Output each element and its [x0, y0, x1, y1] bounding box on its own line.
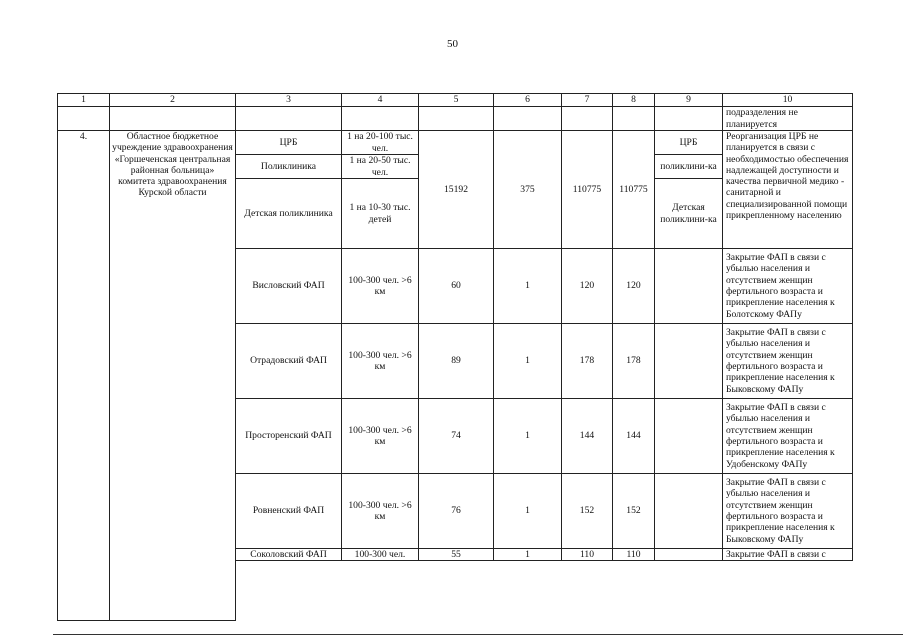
closure-note: Закрытие ФАП в связи с убылью населения и отсутствием женщин фертильного возраста и прикрепление населения к Удобенскому ФАПу	[723, 399, 853, 474]
col-num: 5	[419, 94, 494, 107]
norm-value: 1 на 20-50 тыс. чел.	[342, 155, 419, 179]
row-number: 4.	[58, 131, 110, 621]
fap-name: Соколовский ФАП	[236, 549, 342, 561]
norm-value: 100-300 чел. >6 км	[342, 249, 419, 324]
col-num: 2	[110, 94, 236, 107]
unit-name: ЦРБ	[236, 131, 342, 155]
value-8: 152	[613, 474, 655, 549]
value-7: 110	[562, 549, 613, 561]
closure-note: Закрытие ФАП в связи с убылью населения и отсутствием женщин фертильного возраста и прикрепление населения к Быковскому ФАПу	[723, 474, 853, 549]
value-7: 152	[562, 474, 613, 549]
unit-type: ЦРБ	[655, 131, 723, 155]
value-7: 120	[562, 249, 613, 324]
population-value: 74	[419, 399, 494, 474]
facility-table	[57, 93, 853, 621]
count-value: 1	[494, 399, 562, 474]
closure-note: Закрытие ФАП в связи с	[723, 549, 853, 561]
value-8: 120	[613, 249, 655, 324]
column-number-row	[58, 94, 853, 107]
closure-note: Закрытие ФАП в связи с убылью населения и отсутствием женщин фертильного возраста и прикрепление населения к Быковскому ФАПу	[723, 324, 853, 399]
value-7: 144	[562, 399, 613, 474]
continuation-row	[58, 107, 853, 131]
population-value: 15192	[419, 131, 494, 249]
unit-name: Детская поликлиника	[236, 179, 342, 249]
closure-note: Закрытие ФАП в связи с убылью населения и отсутствием женщин фертильного возраста и прикрепление населения к Болотскому ФАПу	[723, 249, 853, 324]
fap-name: Просторенский ФАП	[236, 399, 342, 474]
continuation-note: подразделения не планируется	[723, 107, 853, 131]
value-8: 178	[613, 324, 655, 399]
population-value: 60	[419, 249, 494, 324]
norm-value: 100-300 чел. >6 км	[342, 399, 419, 474]
count-value: 1	[494, 324, 562, 399]
col-num: 8	[613, 94, 655, 107]
col-num: 1	[58, 94, 110, 107]
col-num: 10	[723, 94, 853, 107]
fap-name: Отрадовский ФАП	[236, 324, 342, 399]
norm-value: 100-300 чел. >6 км	[342, 474, 419, 549]
unit-type: поликлини-ка	[655, 155, 723, 179]
col-num: 6	[494, 94, 562, 107]
norm-value: 100-300 чел.	[342, 549, 419, 561]
page-bottom-rule	[53, 634, 903, 635]
unit-name: Поликлиника	[236, 155, 342, 179]
col-num: 9	[655, 94, 723, 107]
norm-value: 100-300 чел. >6 км	[342, 324, 419, 399]
value-8: 110775	[613, 131, 655, 249]
page-number: 50	[447, 38, 458, 50]
fap-name: Ровненский ФАП	[236, 474, 342, 549]
institution-name: Областное бюджетное учреждение здравоохранения «Горшеченская центральная районная больница» комитета здравоохранения Курской области	[110, 131, 236, 621]
count-value: 1	[494, 249, 562, 324]
count-value: 1	[494, 549, 562, 561]
unit-type: Детская поликлини-ка	[655, 179, 723, 249]
reorg-note: Реорганизация ЦРБ не планируется в связи с необходимостью обеспечения надлежащей доступности и качества первичной медико - санитарной и специализированной помощи прикрепленному населению	[723, 131, 853, 249]
table-row	[58, 131, 853, 155]
col-num: 4	[342, 94, 419, 107]
col-num: 7	[562, 94, 613, 107]
count-value: 375	[494, 131, 562, 249]
count-value: 1	[494, 474, 562, 549]
population-value: 89	[419, 324, 494, 399]
col-num: 3	[236, 94, 342, 107]
norm-value: 1 на 20-100 тыс. чел.	[342, 131, 419, 155]
fap-name: Висловский ФАП	[236, 249, 342, 324]
population-value: 76	[419, 474, 494, 549]
population-value: 55	[419, 549, 494, 561]
value-7: 110775	[562, 131, 613, 249]
value-8: 110	[613, 549, 655, 561]
norm-value: 1 на 10-30 тыс. детей	[342, 179, 419, 249]
value-7: 178	[562, 324, 613, 399]
value-8: 144	[613, 399, 655, 474]
